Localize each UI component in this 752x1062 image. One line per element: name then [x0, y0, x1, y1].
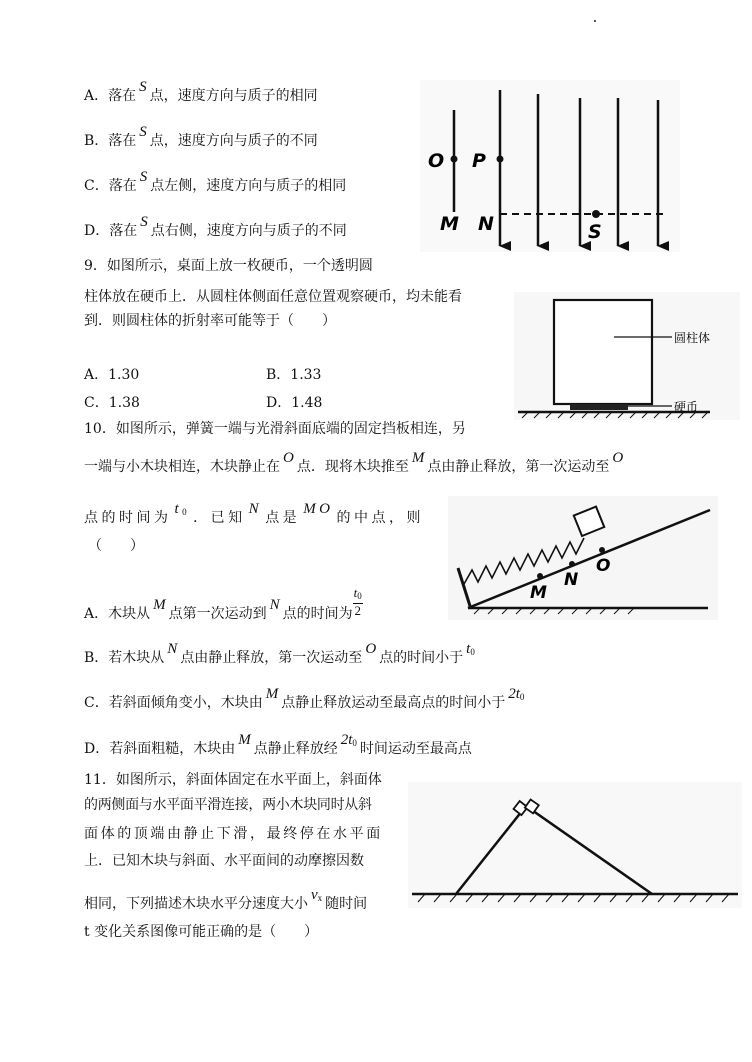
q11-line2: 的两侧面与水平面平滑连接，两小木块同时从斜 [84, 797, 372, 813]
q9-line3: 到．则圆柱体的折射率可能等于（ ） [84, 313, 336, 329]
q10-incline-figure [448, 496, 718, 620]
incline-label-m: M [530, 583, 547, 603]
q9-option-d: D．1.48 [266, 395, 323, 411]
q10-line1: 10．如图所示，弹簧一端与光滑斜面底端的固定挡板相连，另 [84, 421, 466, 437]
q11-line3: 面体的顶端由静止下滑，最终停在水平面 [84, 826, 383, 842]
q11-line4: 上．已知木块与斜面、水平面间的动摩擦因数 [84, 853, 364, 869]
q8-option-b: B．落在S点，速度方向与质子的不同 [84, 124, 318, 149]
q10-option-b: B．若木块从N点由静止释放，第一次运动至O点的时间小于t0 [84, 641, 475, 666]
q9-line1: 9．如图所示，桌面上放一枚硬币，一个透明圆 [84, 258, 373, 274]
q10-answer-paren: （ ） [88, 538, 144, 554]
q10-option-d: D．若斜面粗糙，木块由M点静止释放经2t0 时间运动至最高点 [84, 732, 472, 757]
q9-cylinder-figure [514, 292, 740, 420]
q8-field-figure [420, 80, 680, 252]
q9-option-c: C．1.38 [84, 395, 140, 411]
q10-line2: 一端与小木块相连，木块静止在O点．现将木块推至M点由静止释放，第一次运动至O [84, 450, 624, 475]
q9-option-b: B．1.33 [266, 367, 322, 383]
label-p: P [472, 150, 486, 172]
incline-label-n: N [564, 570, 579, 590]
coin-label: 硬币 [674, 400, 699, 414]
label-s: S [588, 221, 602, 243]
q10-option-c: C．若斜面倾角变小，木块由M点静止释放运动至最高点的时间小于2t0 [84, 686, 525, 711]
q10-option-a: A．木块从M点第一次运动到N点的时间为 $\frac{t0}{2}$ [84, 585, 362, 622]
q11-line5: 相同，下列描述木块水平分速度大小vx 随时间 [84, 887, 368, 912]
label-m: M [440, 213, 459, 235]
label-n: N [478, 213, 494, 235]
q11-wedge-figure [408, 782, 742, 908]
q10-line3: 点的时间为t0 ．已知N点是MO的中点，则 [84, 501, 425, 526]
q11-line1: 11．如图所示，斜面体固定在水平面上，斜面体 [84, 772, 382, 788]
q9-option-a: A．1.30 [84, 367, 140, 383]
q8-option-a: A．落在S点，速度方向与质子的相同 [84, 79, 318, 104]
q11-line6: t 变化关系图像可能正确的是（ ） [84, 924, 319, 940]
q9-line2: 柱体放在硬币上．从圆柱体侧面任意位置观察硬币，均未能看 [84, 289, 462, 305]
cylinder-label: 圆柱体 [674, 331, 711, 345]
stray-dot [594, 20, 596, 22]
q8-option-d: D．落在S点右侧，速度方向与质子的不同 [84, 214, 347, 239]
label-o: O [428, 150, 445, 172]
q8-option-c: C．落在S点左侧，速度方向与质子的相同 [84, 169, 347, 194]
incline-label-o: O [596, 556, 611, 576]
